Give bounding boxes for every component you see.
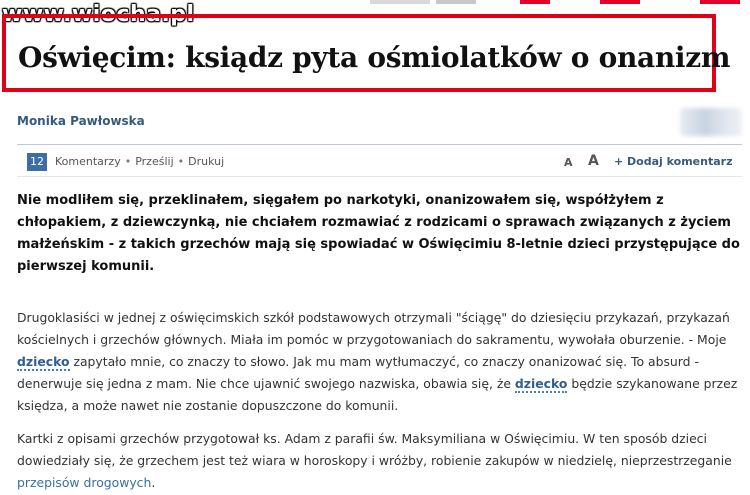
bullet-separator: • (177, 155, 185, 168)
paragraph-text: będzie szykanowane przez księdza, a może nawet nie zostanie dopuszczone do komunii. (17, 376, 738, 413)
article-title: Oświęcim: ksiądz pyta ośmiolatków o onanizm (18, 41, 731, 74)
font-increase-button[interactable]: A (588, 153, 599, 169)
blurred-avatar (680, 108, 742, 136)
author-link[interactable]: Monika Pawłowska (17, 114, 145, 128)
keyword-link[interactable]: dziecko (514, 376, 568, 391)
bullet-separator: • (124, 155, 132, 168)
keyword-link[interactable]: dziecko (17, 354, 70, 369)
article-paragraph (17, 307, 743, 417)
toolbar-links (55, 155, 224, 168)
article-paragraph (17, 428, 743, 494)
paragraph-text: Kartki z opisami grzechów przygotował ks. Adam z parafii św. Maksymiliana w Oświęcimiu. W ten sposób dzieci dowiedziały się, że grzechem jest też wiara w horoskopy i wróżby, robienie zakupów w niedzielę, nieprzestrzeganie (17, 431, 732, 468)
paragraph-text: . (151, 475, 156, 490)
comments-link[interactable]: Komentarzy (55, 155, 121, 168)
traffic-rules-link[interactable]: przepisów drogowych (17, 475, 152, 490)
top-strip-decoration (370, 0, 750, 4)
article-lead: Nie modliłem się, przeklinałem, sięgałem po narkotyki, onanizowałem się, współżyłem z chłopakiem, z dziewczynką, nie chciałem rozmawiać z rodzicami o sprawach związanych z życiem małżeńskim - z takich grzechów mają się spowiadać w Oświęcimiu 8-letnie dzieci przystępujące do pierwszej komunii. (17, 193, 740, 274)
paragraph-text: Drugoklasiści w jednej z oświęcimskich szkół podstawowych otrzymali "ściągę" do dziesięciu przykazań, przykazań kościelnych i grzechów głównych. Miała im pomóc w przygotowaniach do sakramentu, wywołała oburzenie. - Moje (17, 310, 730, 347)
divider (17, 144, 742, 145)
paragraph-text: zapytało mnie, co znaczy to słowo. Jak mu mam wytłumaczyć, co znaczy onanizować się. To absurd - denerwuje się jedna z mam. Nie chce ujawnić swojego nazwiska, obawia się, że (17, 354, 699, 391)
share-link[interactable]: Prześlij (135, 155, 174, 168)
divider (17, 176, 742, 177)
watermark: www.wiocha.pl (2, 2, 195, 27)
print-link[interactable]: Drukuj (188, 155, 225, 168)
font-decrease-button[interactable]: A (564, 156, 573, 169)
add-comment-link[interactable]: + Dodaj komentarz (614, 155, 733, 168)
article-toolbar (17, 150, 742, 176)
comment-count-badge[interactable]: 12 (27, 153, 47, 171)
